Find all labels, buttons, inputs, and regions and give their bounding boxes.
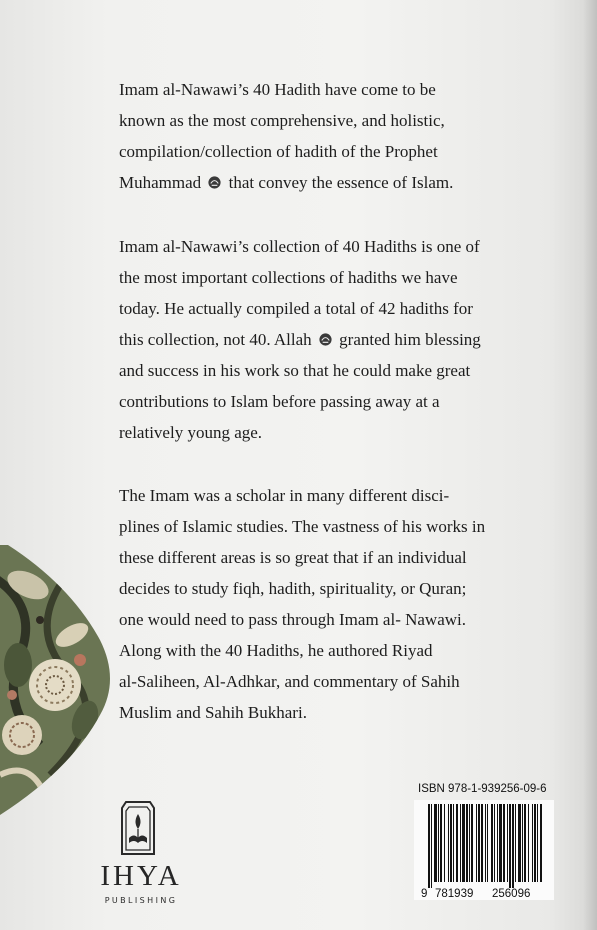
- barcode-bar: [491, 804, 493, 882]
- text-line: known as the most comprehensive, and holistic,: [119, 111, 445, 130]
- paragraph-intro: [119, 74, 529, 198]
- barcode-bar: [466, 804, 468, 882]
- barcode-bar: [476, 804, 477, 882]
- text-line: today. He actually compiled a total of 42 hadiths for: [119, 299, 473, 318]
- decorative-tile: [0, 545, 112, 815]
- publisher-subtitle: PUBLISHING: [104, 896, 178, 905]
- text-line: these different areas is so great that if an individual: [119, 548, 467, 567]
- barcode-digit-group-2: 256096: [492, 888, 531, 900]
- barcode-bar: [460, 804, 461, 882]
- text-line: al-Saliheen, Al-Adhkar, and commentary of Sahih: [119, 672, 460, 691]
- barcode-bar: [524, 804, 526, 882]
- text-segment: this collection, not 40. Allah: [119, 330, 312, 349]
- text-line: Imam al-Nawawi’s collection of 40 Hadiths is one of: [119, 237, 480, 256]
- barcode-bar: [444, 804, 445, 882]
- text-line: and success in his work so that he could make great: [119, 361, 471, 380]
- floral-pattern-icon: [0, 545, 112, 815]
- barcode-bar: [499, 804, 502, 882]
- barcode-bar: [431, 804, 432, 888]
- text-line: decides to study fiqh, hadith, spirituality, or Quran;: [119, 579, 467, 598]
- text-line: [119, 324, 529, 355]
- paragraph-scholar: [119, 480, 529, 728]
- barcode-bar: [485, 804, 486, 882]
- barcode-bar: [438, 804, 439, 882]
- barcode-bar: [434, 804, 437, 882]
- paragraph-collection: [119, 231, 529, 448]
- isbn-label: ISBN 978-1-939256-09-6: [418, 783, 547, 795]
- barcode-bar: [534, 804, 536, 882]
- barcode-bar: [494, 804, 495, 882]
- barcode-bar: [478, 804, 480, 882]
- barcode-bar: [518, 804, 521, 882]
- barcode-bar: [528, 804, 529, 882]
- barcode-bar: [440, 804, 442, 882]
- text-line: [119, 167, 529, 198]
- text-line: plines of Islamic studies. The vastness of his works in: [119, 517, 486, 536]
- text-line: contributions to Islam before passing away at a: [119, 392, 440, 411]
- barcode-bar: [456, 804, 458, 882]
- barcode-bar: [532, 804, 533, 882]
- barcode-bar: [448, 804, 449, 882]
- barcode-bar: [481, 804, 483, 882]
- text-segment: Muhammad: [119, 173, 202, 192]
- barcode-bars: [418, 804, 550, 890]
- barcode-bar: [537, 804, 538, 882]
- honorific-glyph-icon: [318, 332, 333, 347]
- honorific-glyph-icon: [207, 175, 222, 190]
- barcode-bar: [471, 804, 473, 882]
- barcode-bar: [522, 804, 523, 882]
- barcode-bar: [507, 804, 508, 882]
- text-line: Along with the 40 Hadiths, he authored Riyad: [119, 641, 433, 660]
- page-edge-shadow: [583, 0, 597, 930]
- text-line: Imam al-Nawawi’s 40 Hadith have come to be: [119, 80, 436, 99]
- publisher-name: IHYA: [100, 860, 182, 892]
- barcode-bar: [515, 804, 516, 882]
- barcode-bar: [453, 804, 454, 882]
- barcode-bar: [469, 804, 470, 882]
- text-line: the most important collections of hadiths we have: [119, 268, 458, 287]
- barcode-bar: [428, 804, 430, 888]
- text-line: compilation/collection of hadith of the Prophet: [119, 142, 438, 161]
- barcode-bar: [450, 804, 452, 882]
- barcode-bar: [497, 804, 498, 882]
- text-line: The Imam was a scholar in many different disci-: [119, 486, 450, 505]
- text-line: one would need to pass through Imam al- Nawawi.: [119, 610, 466, 629]
- barcode-digit-lead: 9: [421, 888, 428, 900]
- text-line: relatively young age.: [119, 423, 263, 442]
- barcode-bar: [503, 804, 505, 882]
- barcode-bar: [487, 804, 488, 882]
- text-segment: granted him blessing: [339, 330, 481, 349]
- barcode-bar: [540, 804, 542, 882]
- barcode-digit-group-1: 781939: [435, 888, 474, 900]
- barcode-bar: [509, 804, 511, 888]
- barcode-bar: [512, 804, 514, 888]
- barcode-bar: [462, 804, 465, 882]
- text-segment: that convey the essence of Islam.: [228, 173, 454, 192]
- text-line: Muslim and Sahih Bukhari.: [119, 703, 307, 722]
